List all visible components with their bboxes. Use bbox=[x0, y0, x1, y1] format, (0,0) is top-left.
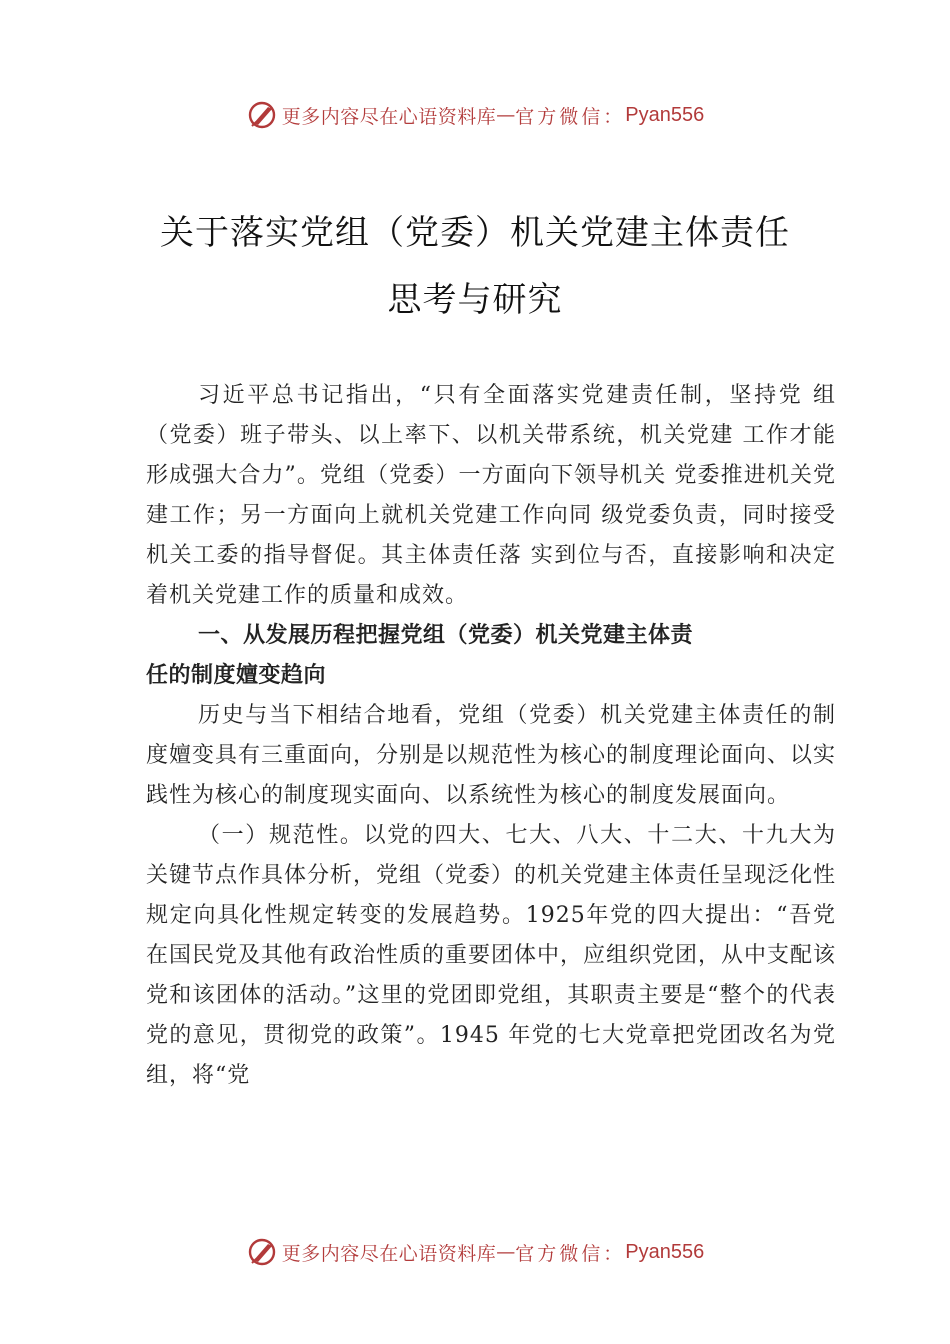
banner-text: 更多内容尽在心语资料库 bbox=[281, 105, 497, 128]
document-body bbox=[146, 376, 836, 1096]
banner-wechat-id: Pyan556 bbox=[625, 103, 705, 126]
banner-wechat-id: Pyan556 bbox=[625, 1240, 705, 1263]
paragraph-3: （一）规范性。以党的四大、七大、八大、十二大、十九大为关键节点作具体分析，党组（党委）的机关党建主体责任呈现泛化性规定向具化性规定转变的发展趋势。1925年党的四大提出：“吾党在国民党及其他有政治性质的重要团体中，应组织党团，从中支配该党和该团体的活动。”这里的党团即党组，其职责主要是“整个的代表党的意见，贯彻党的政策”。1945 年党的七大党章把党团改名为党组，将“党 bbox=[146, 823, 837, 1088]
paragraph-1: 习近平总书记指出，“只有全面落实党建责任制，坚持党 组（党委）班子带头、以上率下、以机关带系统，机关党建 工作才能形成强大合力”。党组（党委）一方面向下领导机关 党委推进机关党建工作；另一方面向上就机关党建工作向同 级党委负责，同时接受机关工委的指导督促。其主体责任落 实到位与否，直接影响和决定着机关党建工作的质量和成效。 bbox=[146, 383, 836, 608]
pen-logo-icon bbox=[246, 99, 278, 131]
section-heading-line1: 一、从发展历程把握党组（党委）机关党建主体责 bbox=[198, 623, 694, 648]
footer-banner bbox=[0, 1232, 950, 1272]
section-heading-line2: 任的制度嬗变趋向 bbox=[146, 663, 327, 688]
header-banner bbox=[0, 95, 950, 135]
document-title-line2: 思考与研究 bbox=[387, 280, 563, 320]
document-title-line1: 关于落实党组（党委）机关党建主体责任 bbox=[160, 213, 790, 253]
banner-text: 更多内容尽在心语资料库 bbox=[281, 1242, 497, 1265]
banner-wechat-label: 官方微信： bbox=[515, 1242, 626, 1265]
banner-separator: — bbox=[496, 104, 516, 126]
pen-logo-icon bbox=[246, 1236, 278, 1268]
banner-wechat-label: 官方微信： bbox=[515, 105, 626, 128]
paragraph-2: 历史与当下相结合地看，党组（党委）机关党建主体责任的制度嬗变具有三重面向，分别是以规范性为核心的制度理论面向、以实践性为核心的制度现实面向、以系统性为核心的制度发展面向。 bbox=[146, 703, 837, 808]
banner-separator: — bbox=[496, 1241, 516, 1263]
